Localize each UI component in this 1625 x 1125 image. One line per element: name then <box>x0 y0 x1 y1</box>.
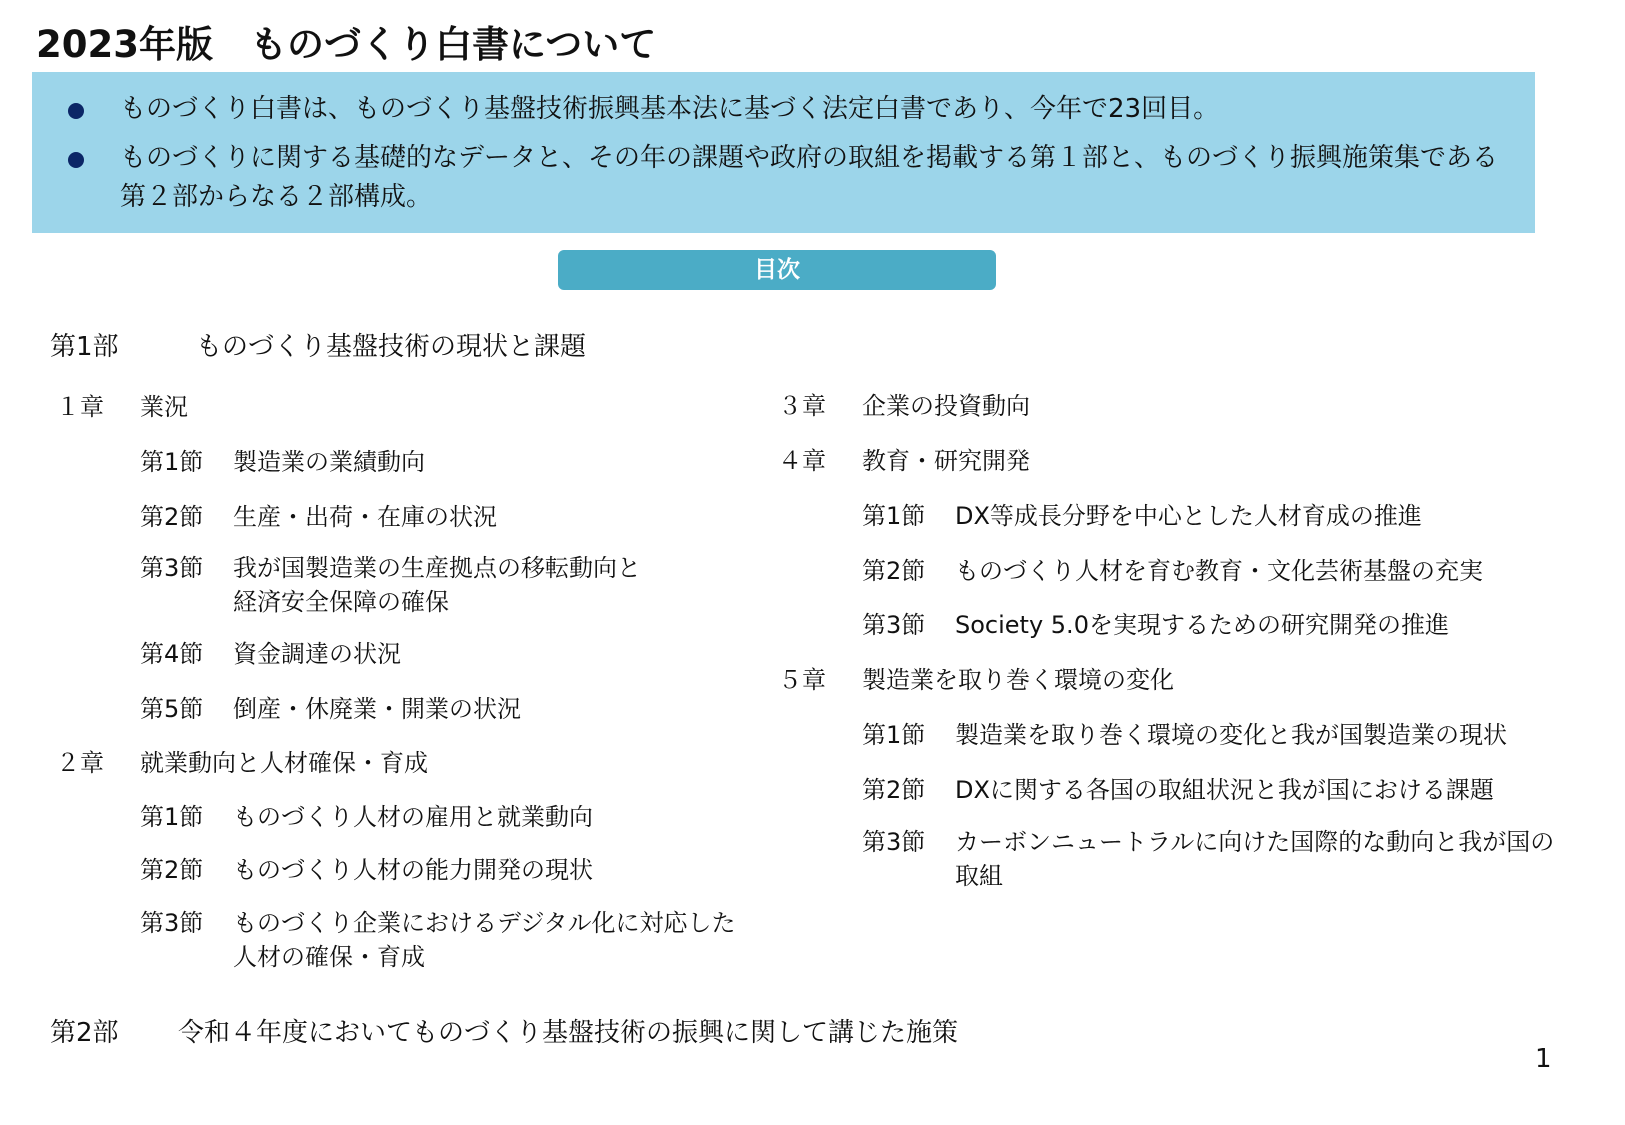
section-entry <box>862 608 1562 642</box>
chapter-entry <box>778 389 1478 423</box>
part-label: 第2部 <box>50 1018 119 1048</box>
part-label: 第1部 <box>50 332 119 362</box>
entry-number: 第1節 <box>862 721 926 749</box>
chapter-entry <box>778 663 1478 697</box>
summary-box <box>32 72 1535 233</box>
entry-title: 就業動向と人材確保・育成 <box>140 749 428 777</box>
entry-title: ものづくり人材を育む教育・文化芸術基盤の充実 <box>955 557 1483 585</box>
entry-title: 業況 <box>140 393 188 421</box>
entry-number: 第2節 <box>140 856 204 884</box>
summary-text: ものづくり白書は、ものづくり基盤技術振興基本法に基づく法定白書であり、今年で23回目。 <box>120 94 1220 124</box>
bullet-icon <box>68 103 84 119</box>
entry-number: 第3節 <box>862 611 926 639</box>
entry-title: ものづくり人材の雇用と就業動向 <box>233 803 593 831</box>
entry-title: DX等成長分野を中心とした人材育成の推進 <box>955 502 1422 530</box>
section-entry <box>140 551 840 619</box>
entry-title: 生産・出荷・在庫の状況 <box>233 503 497 531</box>
part-2-heading <box>50 1012 958 1049</box>
section-entry <box>140 906 840 974</box>
entry-title: 倒産・休廃業・開業の状況 <box>233 695 521 723</box>
entry-number: ２章 <box>56 749 104 777</box>
entry-number: 第3節 <box>862 828 926 856</box>
entry-title: 企業の投資動向 <box>862 392 1030 420</box>
entry-title: 資金調達の状況 <box>233 640 401 668</box>
entry-number: 第1節 <box>862 502 926 530</box>
entry-number: ４章 <box>778 447 826 475</box>
part-1-heading <box>50 326 586 363</box>
section-entry <box>140 692 840 726</box>
entry-number: 第3節 <box>140 909 204 937</box>
entry-number: ５章 <box>778 666 826 694</box>
entry-number: 第4節 <box>140 640 204 668</box>
section-entry <box>862 554 1562 588</box>
section-entry <box>862 499 1562 533</box>
summary-text: ものづくりに関する基礎的なデータと、その年の課題や政府の取組を掲載する第１部と、ものづくり振興施策集である第２部からなる２部構成。 <box>120 143 1499 212</box>
toc-heading: 目次 <box>558 250 996 290</box>
entry-title: Society 5.0を実現するための研究開発の推進 <box>955 611 1449 639</box>
entry-title: 製造業の業績動向 <box>233 448 425 476</box>
entry-number: 第3節 <box>140 554 204 582</box>
part-title: 令和４年度においてものづくり基盤技術の振興に関して講じた施策 <box>178 1018 959 1048</box>
entry-title: 我が国製造業の生産拠点の移転動向と <box>233 554 641 582</box>
entry-number: 第1節 <box>140 448 204 476</box>
entry-number: 第2節 <box>140 503 204 531</box>
section-entry <box>862 825 1562 893</box>
entry-title-cont: 人材の確保・育成 <box>233 943 425 971</box>
entry-title-cont: 取組 <box>955 862 1003 890</box>
entry-title: 製造業を取り巻く環境の変化と我が国製造業の現状 <box>955 721 1507 749</box>
bullet-icon <box>68 152 84 168</box>
entry-number: 第2節 <box>862 557 926 585</box>
part-title: ものづくり基盤技術の現状と課題 <box>196 332 587 362</box>
entry-number: １章 <box>56 393 104 421</box>
section-entry <box>862 773 1562 807</box>
entry-number: 第2節 <box>862 776 926 804</box>
chapter-entry <box>778 444 1478 478</box>
section-entry <box>140 853 840 887</box>
section-entry <box>862 718 1562 752</box>
entry-number: ３章 <box>778 392 826 420</box>
section-entry <box>140 500 840 534</box>
page-number: 1 <box>1535 1044 1552 1074</box>
entry-title-cont: 経済安全保障の確保 <box>233 588 449 616</box>
chapter-entry <box>56 390 756 424</box>
entry-title: 製造業を取り巻く環境の変化 <box>862 666 1174 694</box>
section-entry <box>140 637 840 671</box>
entry-number: 第1節 <box>140 803 204 831</box>
chapter-entry <box>56 746 756 780</box>
entry-number: 第5節 <box>140 695 204 723</box>
entry-title: 教育・研究開発 <box>862 447 1030 475</box>
page-title: 2023年版 ものづくり白書について <box>36 23 657 66</box>
entry-title: ものづくり人材の能力開発の現状 <box>233 856 593 884</box>
entry-title: ものづくり企業におけるデジタル化に対応した <box>233 909 736 937</box>
section-entry <box>140 800 840 834</box>
section-entry <box>140 445 840 479</box>
entry-title: DXに関する各国の取組状況と我が国における課題 <box>955 776 1494 804</box>
entry-title: カーボンニュートラルに向けた国際的な動向と我が国の <box>955 828 1555 856</box>
